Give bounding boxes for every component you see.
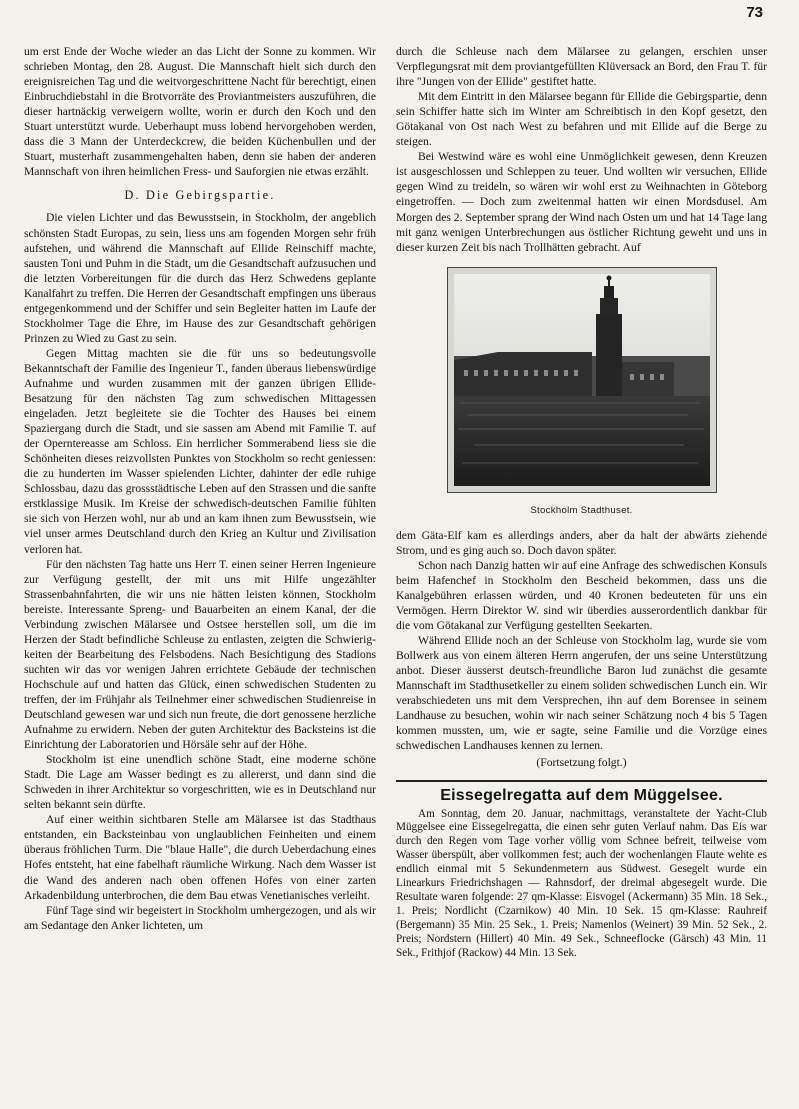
paragraph: Für den nächsten Tag hatte uns Herr T. einen seiner Herren Ingenieure zur Verfügung gestellt, der mit uns mit Hilfe ungezählter Strassenbahnfahrten, die wir uns nie hätten leisten können, Stockholm bereiste. Interessante Spreng- und Bauarbeiten an einem Kanal, der die Verbindung zwischen Mälarsee und Ostsee herstellen soll, um die im Herzen der Stadt befindliche Schleuse zu entlasten, zeigten die Schwierigkeiten der Bearbeitung des Felsbodens. Nach Besichtigung des Stadions suchten wir das vor wenigen Jahren errichtete Gebäude der technischen Hochschule auf und hatten das Glück, einen schwedischen Studenten zu treffen, der im Frühjahr als Teilnehmer einer schwedischen Studienreise in Deutschland gewesen war und sich nun freute, die dort genossene herzliche Aufnahme zu erwidern. Neben der guten Architektur des Backsteins ist die Einrichtung der Laboratorien und Hörsäle sehr auf der Höhe. [24, 557, 376, 752]
photo-caption: Stockholm Stadthuset. [530, 504, 633, 516]
article-title: Eissegelregatta auf dem Müggelsee. [440, 787, 723, 805]
article-body [396, 808, 767, 961]
continued-note: (Fortsetzung folgt.) [536, 756, 627, 770]
paragraph: um erst Ende der Woche wieder an das Licht der Sonne zu kommen. Wir schrieben Montag, den 28. August. Die Mannschaft hielt sich durch den ereignisreichen Tag und die weitvorgeschrittene Nacht für berechtigt, einen Einbruchdiebstahl in die Brotvorräte des Proviantmeisters auszuführen, die dieser hartnäckig verweigern wollte, worin er durch den Koch und den Stuart unterstützt wurde. Ueberhaupt muss lobend hervorgehoben werden, dass die 3 Mann der Unterdeckcrew, die beiden Küchenbullen und der Stuart, musterhaft zusammengehalten haben, denn sie haben der anderen Mannschaft von ihren heimlichen Fress- und Sauforgien nie etwas erzählt. [24, 45, 376, 179]
paragraph: Mit dem Eintritt in den Mälarsee begann für Ellide die Gebirgspartie, denn sein Schiffer hatte sich im Winter am Schreibtisch in den Kopf gesetzt, den Götakanal von Ost nach West zu befahren und mit Ellide auf die Berge zu steigen. [396, 90, 767, 149]
page-number: 73 [746, 4, 763, 21]
article-divider [396, 780, 767, 782]
right-column [396, 44, 767, 960]
paragraph: Bei Westwind wäre es wohl eine Unmöglichkeit gewesen, denn Kreuzen ist ausgeschlossen und Schleppen zu teuer. Und wollten wir versuchen, Ellide gegen Wind zu treideln, so wären wir wohl erst zu Weihnachten in Göteborg eingetroffen. — Doch zum zweitenmal hatten wir einen Mordsdusel. Am Morgen des 2. September sprang der Wind nach Osten um und hat 14 Tage lang mit ganz wenigen Unterbrechungen aus östlicher Richtung geweht und uns in dieser kurzen Zeit bis nach Trollhätten gebracht. Auf [396, 150, 767, 254]
stadthuset-photo [447, 267, 717, 493]
paragraph: Fünf Tage sind wir begeistert in Stockholm umhergezogen, und als wir am Sedantage den Anker lichteten, um [24, 903, 376, 932]
paragraph: Auf einer weithin sichtbaren Stelle am Mälarsee ist das Stadthaus entstanden, ein Backsteinbau von unglaublichen Feinheiten und einem überaus fröhlichen Turm. Die "blaue Halle", die durch Ueberdachung eines Hofes entsteht, hat eine fabelhaft räumliche Wirkung. Nach dem Wasser ist die Wand des anderen nach oben offenen Hofes von einer zarten Arkadenbildung unterbrochen, die dem Bau etwas Venetianisches verleiht. [24, 813, 376, 902]
left-column [24, 44, 376, 933]
stadthuset-photo-illustration [454, 274, 710, 486]
paragraph: Gegen Mittag machten sie die für uns so bedeutungsvolle Bekanntschaft der Familie des Ingenieur T., fanden überaus liebenswürdige Aufnahme und wurden zusammen mit der ganzen übrigen Ellide-Besatzung für den nächsten Tag zum schwedischen Mittagessen eingeladen. Jetzt begleitete sie die Tochter des Hauses bei einem Spaziergang durch die Stadt, und sie sassen am Abend mit Familie T. auf der Operntereasse am Schloss. Ein herrlicher Sommerabend liess sie die Schönheiten dieses reizvollsten Punktes von Stockholm so recht geniessen: die zu hunderten im Wasser spielenden Lichter, dahinter der edle ruhige Schlossbau, dazu das grossstädtische Leben auf den Strassen und die sanfte erstklassige Musik. Im Kreise der schwedisch-deutschen Familie fühlten sie sich von Herzen wohl, nur ab und an kam ihnen zum Bewusstsein, wie viel unser armes Deutschland durch den Krieg an Kultur und Zivilisation verloren hat. [24, 346, 376, 556]
paragraph: Stockholm ist eine unendlich schöne Stadt, eine moderne schöne Stadt. Die Lage am Wasser bedingt es zu allererst, und dann sind die Schweden in ihrer Architektur so vorgeschritten, wie es in Deutschland nur selten bekannt sein dürfte. [24, 753, 376, 812]
paragraph: Während Ellide noch an der Schleuse von Stockholm lag, wurde sie vom Bollwerk aus von einem älteren Herrn angerufen, der uns seine Unterstützung anbot. Dieser äusserst deutsch-freundliche Baron lud zunächst die gesamte Mannschaft im Stadthusetkeller zu einem soliden schwedischen Lunch ein. Wir verabschiedeten uns mit dem Versprechen, ihn auf dem Borensee in seinem Landhause zu besuchen, wohin wir nach seiner Schätzung noch 4 bis 5 Tagen kommen mussten, um, wie er sagte, seine Familie und die Vorzüge eines schwedischen Landhauses kennen zu lernen. [396, 634, 767, 753]
section-heading: D. Die Gebirgspartie. [124, 188, 276, 203]
paragraph: durch die Schleuse nach dem Mälarsee zu gelangen, erschien unser Verpflegungsrat mit dem proviantgefüllten Klüversack an Bord, den Frau T. für ihre "Jungen von der Ellide" gestiftet hatte. [396, 45, 767, 89]
paragraph: Die vielen Lichter und das Bewusstsein, in Stockholm, der angeblich schönsten Stadt Europas, zu sein, liess uns am fogenden Morgen sehr früh aufstehen, und während die Mannschaft auf Ellide Reinschiff machte, sausten Toni und Puhm in die Stadt, um die Gesandtschaft aufzusuchen und die letzten Vorbereitungen für die durch das Herz Schwedens geplante Kanalfahrt zu treffen. Die Herren der Gesandtschaft empfingen uns überaus entgegenkommend und der Schiffer und sein Begleiter hatten im Laufe der Stockholmer Tage die Ehre, im Hause des zur Gesandtschaft gehörigen Prinzen zu Wied zu Gast zu sein. [24, 211, 376, 345]
paragraph: dem Gäta-Elf kam es allerdings anders, aber da halt der abwärts ziehende Strom, und es ging auch so. Doch davon später. [396, 528, 767, 557]
paragraph: Am Sonntag, dem 20. Januar, nachmittags, veranstaltete der Yacht-Club Müggelsee eine Eissegelregatta, die einen sehr guten Verlauf nahm. Das Eis war durch den Regen vom Tage vorher völlig vom Schnee befreit, teilweise vom Wasser überspült, aber vollkommen fest; auch der wochenlangen Flaute wehte es endlich einmal mit 5 Sekundenmetern aus Südwest. Gesegelt wurde ein Linearkurs Friedrichshagen — Rahnsdorf, der dreimal abgesegelt wurde. Die Resultate waren folgende: 27 qm-Klasse: Eisvogel (Ackermann) 35 Min. 18 Sek., 1. Preis; Nordlicht (Czarnikow) 40 Min. 10 Sek. 15 qm-Klasse: Rauhreif (Bergemann) 35 Min. 25 Sek., 1. Preis; Namenlos (Weinert) 39 Min. 52 Sek., 2. Preis; Nordstern (Hillert) 40 Min. 49 Sek., Schneeflocke (Gärsch) 43 Min. 11 Sek., Frithjof (Rackow) 44 Min. 13 Sek. [396, 807, 767, 959]
paragraph: Schon nach Danzig hatten wir auf eine Anfrage des schwedischen Konsuls beim Hafenchef in Stockholm den Bescheid bekommen, dass uns die Kanalgebühren erlassen würden, und 40 Kronen bedeuteten für uns ein Vermögen. Herrn Direktor W. sind wir überdies ausserordentlich dankbar für die vom Götakanal zur Verfügung gestellten Seekarten. [396, 558, 767, 632]
photo-block [396, 267, 767, 518]
